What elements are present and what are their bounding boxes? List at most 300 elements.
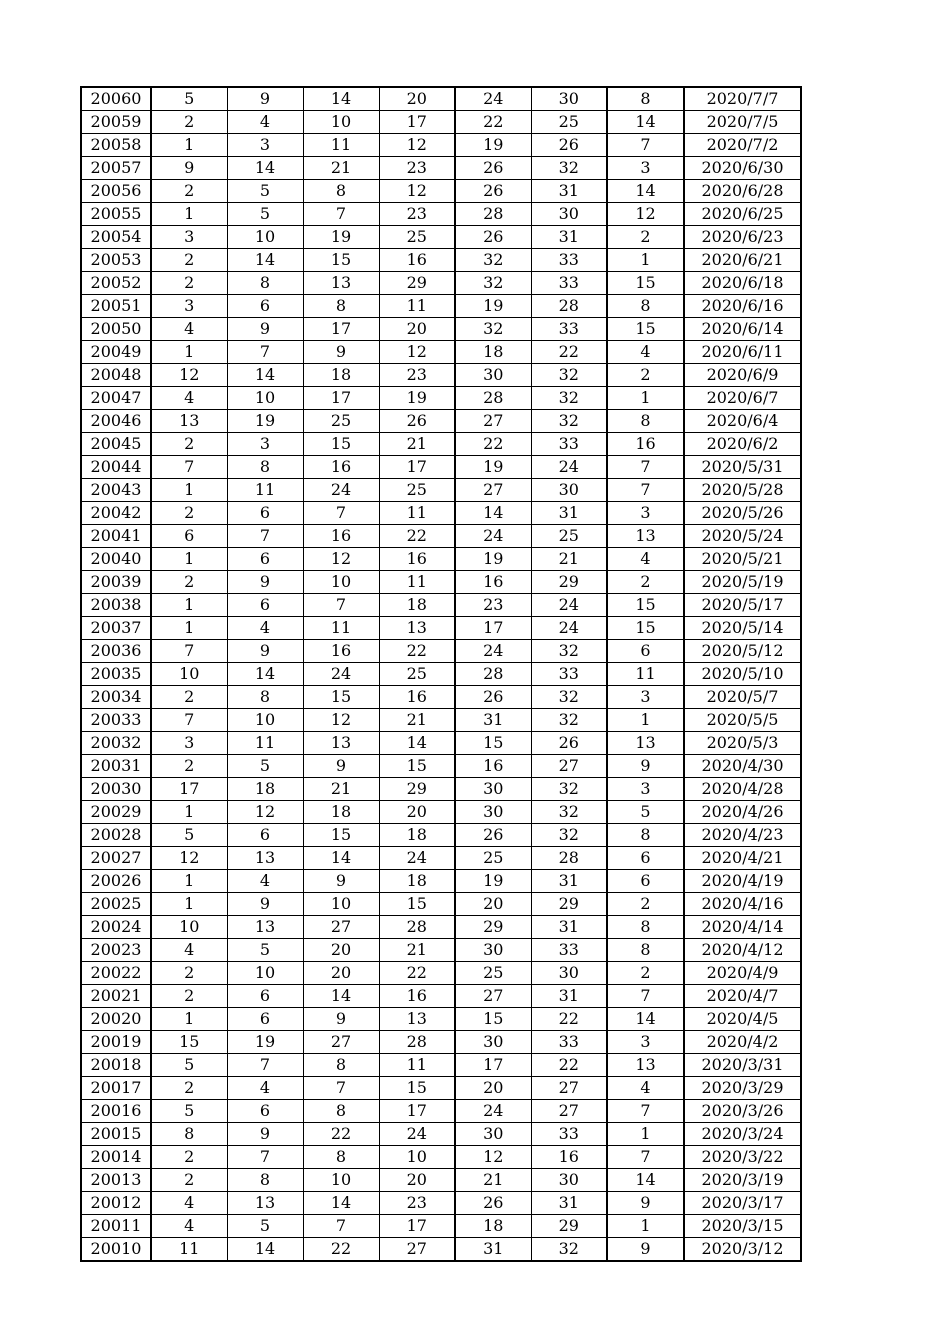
- draw-date-cell: 2020/3/26: [684, 1100, 801, 1123]
- special-number-cell: 6: [607, 870, 684, 893]
- number-4-cell: 11: [379, 571, 455, 594]
- draw-date-cell: 2020/4/30: [684, 755, 801, 778]
- issue-number-cell: 20046: [81, 410, 151, 433]
- number-1-cell: 4: [151, 1192, 227, 1215]
- number-5-cell: 26: [455, 686, 531, 709]
- number-5-cell: 19: [455, 456, 531, 479]
- special-number-cell: 15: [607, 594, 684, 617]
- special-number-cell: 3: [607, 778, 684, 801]
- number-4-cell: 17: [379, 1215, 455, 1238]
- number-1-cell: 7: [151, 640, 227, 663]
- number-3-cell: 10: [303, 111, 379, 134]
- number-1-cell: 1: [151, 617, 227, 640]
- special-number-cell: 14: [607, 1008, 684, 1031]
- issue-number-cell: 20012: [81, 1192, 151, 1215]
- number-1-cell: 3: [151, 295, 227, 318]
- issue-number-cell: 20051: [81, 295, 151, 318]
- number-3-cell: 11: [303, 617, 379, 640]
- number-2-cell: 6: [227, 1100, 303, 1123]
- number-3-cell: 8: [303, 1146, 379, 1169]
- table-row: [81, 456, 801, 479]
- number-6-cell: 33: [531, 1031, 607, 1054]
- number-5-cell: 16: [455, 755, 531, 778]
- number-2-cell: 9: [227, 87, 303, 111]
- draw-date-cell: 2020/5/17: [684, 594, 801, 617]
- number-6-cell: 33: [531, 318, 607, 341]
- number-4-cell: 18: [379, 824, 455, 847]
- number-3-cell: 16: [303, 640, 379, 663]
- draw-date-cell: 2020/5/5: [684, 709, 801, 732]
- draw-date-cell: 2020/5/28: [684, 479, 801, 502]
- special-number-cell: 13: [607, 732, 684, 755]
- special-number-cell: 1: [607, 387, 684, 410]
- table-row: [81, 824, 801, 847]
- number-5-cell: 30: [455, 778, 531, 801]
- number-2-cell: 9: [227, 1123, 303, 1146]
- number-3-cell: 13: [303, 272, 379, 295]
- issue-number-cell: 20040: [81, 548, 151, 571]
- number-6-cell: 33: [531, 249, 607, 272]
- number-4-cell: 12: [379, 134, 455, 157]
- number-2-cell: 9: [227, 318, 303, 341]
- number-1-cell: 5: [151, 1054, 227, 1077]
- number-3-cell: 19: [303, 226, 379, 249]
- table-row: [81, 180, 801, 203]
- number-6-cell: 33: [531, 433, 607, 456]
- number-2-cell: 14: [227, 249, 303, 272]
- number-5-cell: 32: [455, 318, 531, 341]
- draw-date-cell: 2020/6/7: [684, 387, 801, 410]
- issue-number-cell: 20028: [81, 824, 151, 847]
- number-3-cell: 22: [303, 1123, 379, 1146]
- number-4-cell: 16: [379, 985, 455, 1008]
- number-5-cell: 27: [455, 479, 531, 502]
- number-5-cell: 29: [455, 916, 531, 939]
- number-5-cell: 22: [455, 111, 531, 134]
- special-number-cell: 4: [607, 1077, 684, 1100]
- special-number-cell: 7: [607, 985, 684, 1008]
- number-4-cell: 15: [379, 755, 455, 778]
- number-4-cell: 18: [379, 594, 455, 617]
- number-3-cell: 7: [303, 1215, 379, 1238]
- draw-date-cell: 2020/6/16: [684, 295, 801, 318]
- number-2-cell: 5: [227, 939, 303, 962]
- number-4-cell: 22: [379, 962, 455, 985]
- number-4-cell: 18: [379, 870, 455, 893]
- number-3-cell: 14: [303, 985, 379, 1008]
- number-5-cell: 18: [455, 341, 531, 364]
- number-6-cell: 29: [531, 1215, 607, 1238]
- special-number-cell: 14: [607, 180, 684, 203]
- number-2-cell: 9: [227, 571, 303, 594]
- table-row: [81, 893, 801, 916]
- number-2-cell: 10: [227, 226, 303, 249]
- special-number-cell: 5: [607, 801, 684, 824]
- number-6-cell: 31: [531, 180, 607, 203]
- special-number-cell: 2: [607, 226, 684, 249]
- special-number-cell: 8: [607, 916, 684, 939]
- number-1-cell: 6: [151, 525, 227, 548]
- number-4-cell: 22: [379, 640, 455, 663]
- number-2-cell: 14: [227, 1238, 303, 1262]
- number-4-cell: 20: [379, 801, 455, 824]
- special-number-cell: 3: [607, 1031, 684, 1054]
- number-5-cell: 28: [455, 387, 531, 410]
- number-2-cell: 6: [227, 502, 303, 525]
- number-5-cell: 24: [455, 1100, 531, 1123]
- number-4-cell: 21: [379, 939, 455, 962]
- draw-date-cell: 2020/4/23: [684, 824, 801, 847]
- number-1-cell: 4: [151, 1215, 227, 1238]
- number-3-cell: 22: [303, 1238, 379, 1262]
- number-5-cell: 32: [455, 272, 531, 295]
- number-5-cell: 20: [455, 893, 531, 916]
- table-row: [81, 916, 801, 939]
- draw-date-cell: 2020/7/2: [684, 134, 801, 157]
- number-1-cell: 9: [151, 157, 227, 180]
- number-3-cell: 15: [303, 824, 379, 847]
- number-4-cell: 16: [379, 249, 455, 272]
- number-1-cell: 2: [151, 111, 227, 134]
- draw-date-cell: 2020/3/15: [684, 1215, 801, 1238]
- special-number-cell: 7: [607, 1100, 684, 1123]
- number-3-cell: 9: [303, 755, 379, 778]
- issue-number-cell: 20047: [81, 387, 151, 410]
- number-5-cell: 25: [455, 962, 531, 985]
- draw-date-cell: 2020/4/9: [684, 962, 801, 985]
- draw-date-cell: 2020/3/24: [684, 1123, 801, 1146]
- table-row: [81, 1146, 801, 1169]
- number-5-cell: 26: [455, 824, 531, 847]
- number-2-cell: 6: [227, 548, 303, 571]
- number-3-cell: 15: [303, 249, 379, 272]
- draw-date-cell: 2020/6/2: [684, 433, 801, 456]
- issue-number-cell: 20052: [81, 272, 151, 295]
- number-3-cell: 9: [303, 341, 379, 364]
- special-number-cell: 6: [607, 640, 684, 663]
- number-2-cell: 18: [227, 778, 303, 801]
- number-3-cell: 15: [303, 686, 379, 709]
- table-row: [81, 226, 801, 249]
- number-2-cell: 9: [227, 640, 303, 663]
- number-6-cell: 32: [531, 778, 607, 801]
- number-5-cell: 17: [455, 1054, 531, 1077]
- number-1-cell: 10: [151, 663, 227, 686]
- issue-number-cell: 20010: [81, 1238, 151, 1262]
- number-6-cell: 31: [531, 985, 607, 1008]
- special-number-cell: 1: [607, 1123, 684, 1146]
- issue-number-cell: 20057: [81, 157, 151, 180]
- number-5-cell: 25: [455, 847, 531, 870]
- draw-date-cell: 2020/4/21: [684, 847, 801, 870]
- number-1-cell: 10: [151, 916, 227, 939]
- special-number-cell: 12: [607, 203, 684, 226]
- number-3-cell: 10: [303, 893, 379, 916]
- number-6-cell: 31: [531, 1192, 607, 1215]
- number-6-cell: 25: [531, 111, 607, 134]
- table-row: [81, 870, 801, 893]
- number-5-cell: 23: [455, 594, 531, 617]
- draw-date-cell: 2020/6/4: [684, 410, 801, 433]
- number-3-cell: 12: [303, 548, 379, 571]
- table-row: [81, 157, 801, 180]
- issue-number-cell: 20021: [81, 985, 151, 1008]
- number-6-cell: 30: [531, 87, 607, 111]
- number-1-cell: 4: [151, 939, 227, 962]
- number-2-cell: 8: [227, 456, 303, 479]
- number-1-cell: 2: [151, 433, 227, 456]
- special-number-cell: 3: [607, 686, 684, 709]
- number-5-cell: 26: [455, 226, 531, 249]
- draw-date-cell: 2020/6/21: [684, 249, 801, 272]
- draw-date-cell: 2020/6/28: [684, 180, 801, 203]
- issue-number-cell: 20031: [81, 755, 151, 778]
- number-6-cell: 27: [531, 755, 607, 778]
- number-5-cell: 31: [455, 1238, 531, 1262]
- number-5-cell: 30: [455, 364, 531, 387]
- number-5-cell: 15: [455, 732, 531, 755]
- number-2-cell: 5: [227, 180, 303, 203]
- number-1-cell: 11: [151, 1238, 227, 1262]
- number-2-cell: 14: [227, 157, 303, 180]
- number-3-cell: 16: [303, 456, 379, 479]
- number-3-cell: 18: [303, 801, 379, 824]
- table-row: [81, 410, 801, 433]
- number-6-cell: 32: [531, 824, 607, 847]
- draw-date-cell: 2020/3/17: [684, 1192, 801, 1215]
- number-4-cell: 10: [379, 1146, 455, 1169]
- number-6-cell: 30: [531, 479, 607, 502]
- number-2-cell: 8: [227, 686, 303, 709]
- draw-date-cell: 2020/4/28: [684, 778, 801, 801]
- number-3-cell: 16: [303, 525, 379, 548]
- number-3-cell: 20: [303, 962, 379, 985]
- table-row: [81, 594, 801, 617]
- number-3-cell: 7: [303, 502, 379, 525]
- table-row: [81, 640, 801, 663]
- number-4-cell: 15: [379, 1077, 455, 1100]
- number-2-cell: 13: [227, 1192, 303, 1215]
- number-4-cell: 11: [379, 502, 455, 525]
- special-number-cell: 9: [607, 1192, 684, 1215]
- special-number-cell: 8: [607, 87, 684, 111]
- number-6-cell: 24: [531, 617, 607, 640]
- number-1-cell: 15: [151, 1031, 227, 1054]
- table-row: [81, 617, 801, 640]
- number-6-cell: 16: [531, 1146, 607, 1169]
- number-2-cell: 13: [227, 847, 303, 870]
- number-5-cell: 30: [455, 1123, 531, 1146]
- number-1-cell: 1: [151, 203, 227, 226]
- special-number-cell: 8: [607, 410, 684, 433]
- number-2-cell: 12: [227, 801, 303, 824]
- draw-date-cell: 2020/3/29: [684, 1077, 801, 1100]
- number-5-cell: 24: [455, 87, 531, 111]
- number-4-cell: 23: [379, 364, 455, 387]
- draw-date-cell: 2020/6/23: [684, 226, 801, 249]
- draw-date-cell: 2020/5/26: [684, 502, 801, 525]
- number-6-cell: 33: [531, 1123, 607, 1146]
- number-2-cell: 11: [227, 732, 303, 755]
- number-2-cell: 19: [227, 410, 303, 433]
- table-row: [81, 525, 801, 548]
- issue-number-cell: 20049: [81, 341, 151, 364]
- number-1-cell: 7: [151, 456, 227, 479]
- table-row: [81, 479, 801, 502]
- table-row: [81, 571, 801, 594]
- number-2-cell: 9: [227, 893, 303, 916]
- draw-date-cell: 2020/6/14: [684, 318, 801, 341]
- issue-number-cell: 20029: [81, 801, 151, 824]
- number-3-cell: 14: [303, 847, 379, 870]
- number-2-cell: 6: [227, 1008, 303, 1031]
- draw-date-cell: 2020/4/7: [684, 985, 801, 1008]
- special-number-cell: 7: [607, 456, 684, 479]
- number-1-cell: 2: [151, 686, 227, 709]
- table-row: [81, 778, 801, 801]
- number-1-cell: 5: [151, 1100, 227, 1123]
- number-6-cell: 33: [531, 663, 607, 686]
- number-1-cell: 1: [151, 870, 227, 893]
- number-2-cell: 3: [227, 433, 303, 456]
- number-4-cell: 25: [379, 479, 455, 502]
- number-2-cell: 3: [227, 134, 303, 157]
- table-row: [81, 755, 801, 778]
- number-4-cell: 16: [379, 548, 455, 571]
- issue-number-cell: 20026: [81, 870, 151, 893]
- number-3-cell: 12: [303, 709, 379, 732]
- number-2-cell: 6: [227, 985, 303, 1008]
- number-1-cell: 2: [151, 1169, 227, 1192]
- number-4-cell: 17: [379, 1100, 455, 1123]
- number-1-cell: 3: [151, 732, 227, 755]
- number-1-cell: 2: [151, 502, 227, 525]
- draw-date-cell: 2020/4/19: [684, 870, 801, 893]
- issue-number-cell: 20038: [81, 594, 151, 617]
- number-3-cell: 20: [303, 939, 379, 962]
- table-row: [81, 1123, 801, 1146]
- table-row: [81, 111, 801, 134]
- number-6-cell: 25: [531, 525, 607, 548]
- issue-number-cell: 20042: [81, 502, 151, 525]
- special-number-cell: 3: [607, 502, 684, 525]
- number-6-cell: 32: [531, 157, 607, 180]
- number-1-cell: 5: [151, 824, 227, 847]
- table-row: [81, 1031, 801, 1054]
- draw-date-cell: 2020/6/25: [684, 203, 801, 226]
- number-6-cell: 31: [531, 226, 607, 249]
- number-3-cell: 11: [303, 134, 379, 157]
- issue-number-cell: 20041: [81, 525, 151, 548]
- number-5-cell: 14: [455, 502, 531, 525]
- number-6-cell: 22: [531, 1008, 607, 1031]
- number-2-cell: 4: [227, 1077, 303, 1100]
- number-2-cell: 6: [227, 594, 303, 617]
- special-number-cell: 9: [607, 1238, 684, 1262]
- table-row: [81, 1100, 801, 1123]
- number-5-cell: 30: [455, 1031, 531, 1054]
- number-4-cell: 12: [379, 341, 455, 364]
- number-1-cell: 1: [151, 134, 227, 157]
- number-4-cell: 20: [379, 87, 455, 111]
- number-3-cell: 8: [303, 1054, 379, 1077]
- issue-number-cell: 20039: [81, 571, 151, 594]
- special-number-cell: 1: [607, 1215, 684, 1238]
- number-5-cell: 21: [455, 1169, 531, 1192]
- number-5-cell: 27: [455, 985, 531, 1008]
- special-number-cell: 2: [607, 893, 684, 916]
- number-4-cell: 24: [379, 1123, 455, 1146]
- number-6-cell: 31: [531, 870, 607, 893]
- number-4-cell: 22: [379, 525, 455, 548]
- issue-number-cell: 20030: [81, 778, 151, 801]
- draw-date-cell: 2020/5/12: [684, 640, 801, 663]
- number-1-cell: 8: [151, 1123, 227, 1146]
- number-6-cell: 27: [531, 1077, 607, 1100]
- table-row: [81, 939, 801, 962]
- special-number-cell: 2: [607, 571, 684, 594]
- table-row: [81, 502, 801, 525]
- number-4-cell: 13: [379, 1008, 455, 1031]
- number-3-cell: 14: [303, 87, 379, 111]
- draw-date-cell: 2020/6/11: [684, 341, 801, 364]
- number-5-cell: 26: [455, 1192, 531, 1215]
- number-2-cell: 4: [227, 111, 303, 134]
- number-3-cell: 8: [303, 295, 379, 318]
- number-6-cell: 31: [531, 502, 607, 525]
- lottery-results-table: [80, 86, 802, 1262]
- number-1-cell: 4: [151, 318, 227, 341]
- number-2-cell: 14: [227, 663, 303, 686]
- number-1-cell: 12: [151, 847, 227, 870]
- table-row: [81, 433, 801, 456]
- number-1-cell: 4: [151, 387, 227, 410]
- table-body: [81, 87, 801, 1261]
- number-1-cell: 7: [151, 709, 227, 732]
- number-3-cell: 21: [303, 157, 379, 180]
- draw-date-cell: 2020/5/14: [684, 617, 801, 640]
- number-5-cell: 24: [455, 525, 531, 548]
- issue-number-cell: 20023: [81, 939, 151, 962]
- number-4-cell: 15: [379, 893, 455, 916]
- number-4-cell: 27: [379, 1238, 455, 1262]
- number-2-cell: 7: [227, 1054, 303, 1077]
- number-4-cell: 11: [379, 1054, 455, 1077]
- number-4-cell: 20: [379, 1169, 455, 1192]
- number-2-cell: 14: [227, 364, 303, 387]
- number-3-cell: 27: [303, 916, 379, 939]
- issue-number-cell: 20019: [81, 1031, 151, 1054]
- issue-number-cell: 20013: [81, 1169, 151, 1192]
- number-6-cell: 32: [531, 801, 607, 824]
- issue-number-cell: 20053: [81, 249, 151, 272]
- number-4-cell: 29: [379, 778, 455, 801]
- number-6-cell: 22: [531, 1054, 607, 1077]
- special-number-cell: 4: [607, 548, 684, 571]
- issue-number-cell: 20048: [81, 364, 151, 387]
- number-6-cell: 26: [531, 134, 607, 157]
- number-1-cell: 3: [151, 226, 227, 249]
- special-number-cell: 1: [607, 249, 684, 272]
- number-3-cell: 17: [303, 387, 379, 410]
- number-3-cell: 18: [303, 364, 379, 387]
- number-3-cell: 27: [303, 1031, 379, 1054]
- number-5-cell: 20: [455, 1077, 531, 1100]
- number-4-cell: 29: [379, 272, 455, 295]
- table-row: [81, 295, 801, 318]
- number-4-cell: 21: [379, 433, 455, 456]
- number-3-cell: 15: [303, 433, 379, 456]
